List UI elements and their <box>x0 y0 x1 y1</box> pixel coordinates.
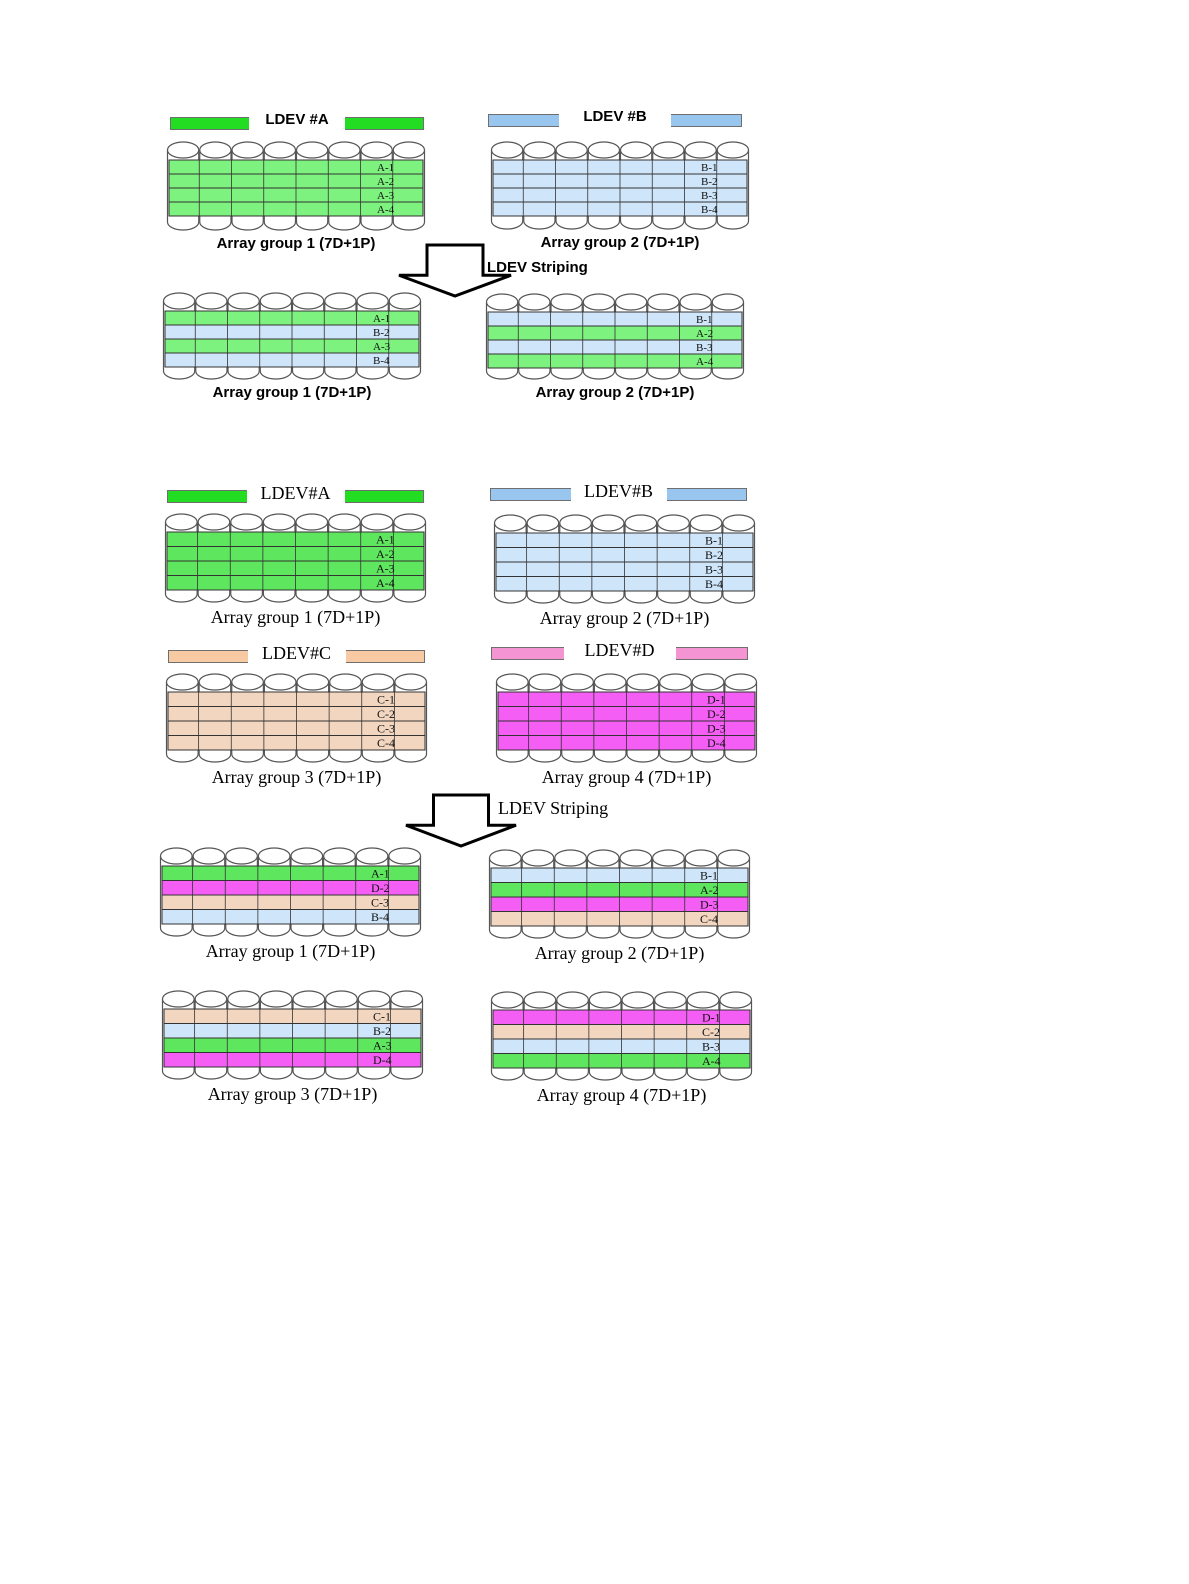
stripe-label: B-2 <box>701 176 718 188</box>
stripe-label: A-3 <box>377 190 395 202</box>
array-group <box>489 991 754 1081</box>
stripe-label: B-3 <box>702 1039 720 1054</box>
ldev-label: LDEV#B <box>571 479 667 503</box>
stripe-label: C-1 <box>373 1009 391 1024</box>
arrow-label: LDEV Striping <box>498 798 609 818</box>
array-group-disks <box>492 514 757 604</box>
array-group <box>165 141 427 231</box>
stripe-label: D-1 <box>702 1010 721 1025</box>
array-group-caption: Array group 2 (7D+1P) <box>540 234 700 251</box>
stripe-label: B-1 <box>700 868 718 883</box>
stripe-label: B-2 <box>705 548 723 562</box>
stripe-label: C-1 <box>377 692 395 707</box>
array-group-disks <box>487 849 752 939</box>
array-group <box>164 673 429 763</box>
stripe-label: A-1 <box>377 162 395 174</box>
ldev-label: LDEV#D <box>564 638 676 662</box>
stripe-label: D-4 <box>707 736 726 750</box>
array-group <box>492 514 757 604</box>
array-group-caption: Array group 1 (7D+1P) <box>205 941 376 961</box>
stripe-label: B-1 <box>705 533 723 548</box>
array-group-disks <box>484 293 746 380</box>
array-group <box>161 292 423 380</box>
stripe-label: A-2 <box>376 547 395 561</box>
array-group <box>487 849 752 939</box>
array-group-caption: Array group 2 (7D+1P) <box>539 608 710 628</box>
array-group-caption: Array group 4 (7D+1P) <box>541 767 712 787</box>
stripe-label: B-1 <box>696 314 713 326</box>
array-group-caption: Array group 1 (7D+1P) <box>212 384 372 401</box>
stripe-label: B-2 <box>373 1024 391 1038</box>
array-group-caption: Array group 4 (7D+1P) <box>536 1085 707 1105</box>
ldev-label: LDEV#C <box>248 641 346 665</box>
array-group-caption: Array group 3 (7D+1P) <box>207 1084 378 1104</box>
array-group <box>160 990 425 1080</box>
stripe-label: B-1 <box>701 162 718 174</box>
array-group-caption: Array group 1 (7D+1P) <box>210 607 381 627</box>
stripe-label: B-3 <box>696 342 713 354</box>
stripe-label: D-3 <box>700 897 719 912</box>
ldev-label: LDEV#A <box>247 481 345 505</box>
array-group <box>494 673 759 763</box>
stripe-label: D-1 <box>707 692 726 707</box>
stripe-label: A-2 <box>700 883 719 897</box>
array-group <box>489 141 751 230</box>
stripe-label: C-3 <box>377 721 395 736</box>
stripe-label: A-2 <box>696 328 714 340</box>
ldev-label: LDEV #A <box>249 108 345 132</box>
stripe-label: A-3 <box>373 1038 392 1053</box>
stripe-label: B-4 <box>371 910 389 924</box>
array-group-caption: Array group 3 (7D+1P) <box>211 767 382 787</box>
stripe-label: A-3 <box>373 341 391 353</box>
array-group-disks <box>164 673 429 763</box>
stripe-label: A-3 <box>376 561 395 576</box>
stripe-label: B-4 <box>373 355 390 367</box>
stripe-label: D-4 <box>373 1053 392 1067</box>
array-group-disks <box>165 141 427 231</box>
array-group <box>158 847 423 937</box>
stripe-label: C-4 <box>377 736 395 750</box>
array-group-disks <box>494 673 759 763</box>
stripe-label: D-2 <box>707 707 726 721</box>
array-group-caption: Array group 2 (7D+1P) <box>534 943 705 963</box>
array-group-disks <box>160 990 425 1080</box>
stripe-label: B-4 <box>701 204 718 216</box>
stripe-label: B-2 <box>373 327 390 339</box>
stripe-label: B-4 <box>705 577 723 591</box>
stripe-label: A-1 <box>376 532 395 547</box>
array-group-disks <box>161 292 423 380</box>
array-group <box>484 293 746 380</box>
stripe-label: C-2 <box>377 707 395 721</box>
array-group-disks <box>163 513 428 603</box>
stripe-label: A-1 <box>371 866 390 881</box>
array-group-disks <box>489 991 754 1081</box>
stripe-label: D-2 <box>371 881 390 895</box>
array-group-caption: Array group 1 (7D+1P) <box>216 235 376 252</box>
stripe-label: D-3 <box>707 721 726 736</box>
stripe-label: A-1 <box>373 313 391 325</box>
stripe-label: A-4 <box>696 356 714 368</box>
stripe-label: A-4 <box>376 576 395 590</box>
stripe-label: A-2 <box>377 176 395 188</box>
arrow-label: LDEV Striping <box>487 259 588 276</box>
stripe-label: A-4 <box>702 1054 721 1068</box>
ldev-label: LDEV #B <box>559 105 671 129</box>
array-group-caption: Array group 2 (7D+1P) <box>535 384 695 401</box>
stripe-label: B-3 <box>705 562 723 577</box>
stripe-label: C-3 <box>371 895 389 910</box>
array-group-disks <box>158 847 423 937</box>
stripe-label: A-4 <box>377 204 395 216</box>
array-group-disks <box>489 141 751 230</box>
array-group <box>163 513 428 603</box>
stripe-label: C-2 <box>702 1025 720 1039</box>
stripe-label: B-3 <box>701 190 718 202</box>
stripe-label: C-4 <box>700 912 718 926</box>
